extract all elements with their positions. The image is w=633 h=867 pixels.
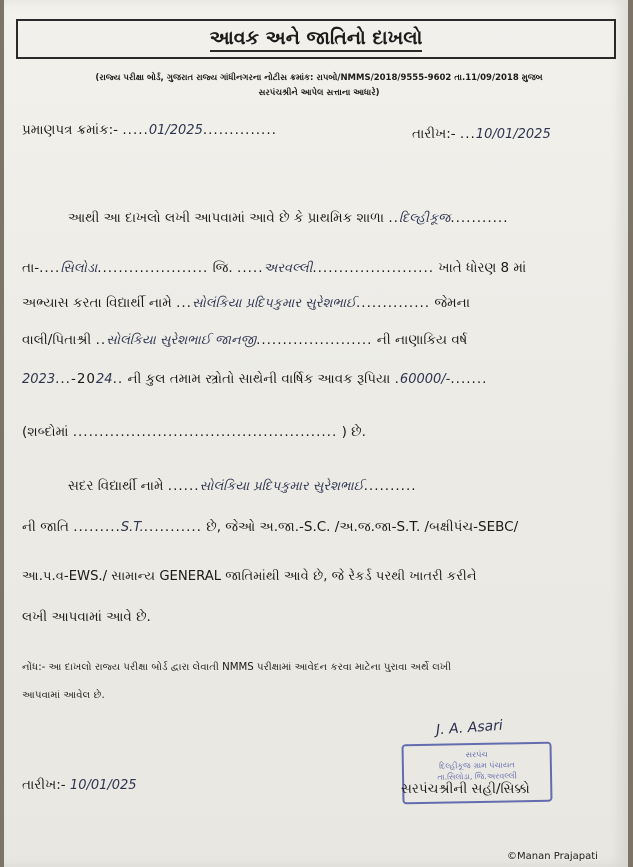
title-box: [16, 19, 616, 59]
income-text: ની કુલ તમામ સ્ત્રોતો સાથેની વાર્ષિક આવક રૂપિયા: [127, 371, 391, 387]
reference-line-2: સરપંચશ્રીને આપેલ સત્તાના આધારે): [258, 88, 380, 98]
caste-label: ની જાતિ: [22, 519, 69, 535]
date-top-value: 10/01/2025: [475, 127, 551, 142]
caste-row: ની જાતિ .........S.T............ છે, જેઓ અ.જા.-S.C. /અ.જ.જા-S.T. /બક્ષીપંચ-SEBC/: [22, 519, 519, 535]
signature: J. A. Asari: [435, 717, 504, 739]
year-from: 2023: [22, 372, 56, 387]
reference-line-1: (રાજ્ય પરીક્ષા બોર્ડ, ગુજરાત રાજ્ય ગાંધીનગરના નોટીસ ક્રમાંક: રાપબો/NMMS/2018/9555-9602 તા.11/09/2018 મુજબ: [95, 73, 543, 83]
guardian-row: વાલી/પિતાશ્રી ..સોલંકિયા સુરેશભાઈ જાનજી...................... ની નાણાકિય વર્ષ: [22, 332, 468, 348]
taluka-value: સિલોડા: [60, 261, 98, 276]
student-name: સોલંકિયા પ્રદિપકુમાર સુરેશભાઈ: [191, 296, 356, 311]
cert-number-label: પ્રમાણપત્ર ક્રમાંક:-: [22, 122, 119, 138]
closing-text: લખી આપવામાં આવે છે.: [22, 609, 151, 625]
words-row: (શબ્દોમાં .................................................. ) છે.: [22, 424, 366, 440]
caste-value: S.T.: [120, 520, 144, 535]
guardian-name: સોલંકિયા સુરેશભાઈ જાનજી: [106, 333, 257, 348]
intro-text: આથી આ દાખલો લખી આપવામાં આવે છે કે પ્રાથમિક શાળા: [68, 210, 385, 226]
reference-note: [24, 71, 614, 101]
document-title: આવક અને જાતિનો દાખલો: [210, 27, 423, 52]
taluka-row: તા-....સિલોડા..................... જિ. .....અરવલ્લી....................... ખાતે ધોરણ 8 માં: [22, 260, 527, 276]
stamp-line-2: દિલ્હીકૂજ ગ્રામ પંચાયત: [438, 760, 515, 771]
date-bottom-row: [22, 777, 137, 793]
taluka-label: તા-: [22, 260, 40, 276]
income-row: 2023...-2024.. ની કુલ તમામ સ્ત્રોતો સાથેની વાર્ષિક આવક રૂપિયા .60000/-.......: [22, 371, 488, 387]
caste-options: છે, જેઓ અ.જા.-S.C. /અ.જ.જા-S.T. /બક્ષીપંચ-SEBC/: [206, 519, 519, 535]
district-label: જિ.: [212, 260, 233, 276]
date-top-label: તારીખ:-: [412, 126, 456, 142]
student-row-2: સદર વિદ્યાર્થી નામે ......સોલંકિયા પ્રદિપકુમાર સુરેશભાઈ..........: [68, 478, 417, 494]
note-line-2: આપવામાં આવેલ છે.: [22, 690, 105, 701]
student-row: અભ્યાસ કરતા વિદ્યાર્થી નામે ...સોલંકિયા પ્રદિપકુમાર સુરેશભાઈ.............. જેમના: [22, 295, 471, 311]
district-value: અરવલ્લી: [263, 261, 313, 276]
certificate-paper: [4, 0, 628, 867]
date-bottom-value: 10/01/025: [69, 778, 137, 793]
date-bottom-label: તારીખ:-: [22, 777, 66, 793]
photo-credit: ©Manan Prajapati: [507, 851, 598, 862]
cert-number-row: પ્રમાણપત્ર ક્રમાંક:- .....01/2025..............: [22, 122, 277, 138]
intro-row: આથી આ દાખલો લખી આપવામાં આવે છે કે પ્રાથમિક શાળા ..દિલ્હીકૂજ...........: [68, 210, 509, 226]
studying-label: અભ્યાસ કરતા વિદ્યાર્થી નામે: [22, 295, 172, 311]
note-line-1: નોંધ:- આ દાખલો રાજ્ય પરીક્ષા બોર્ડ દ્વારા લેવાતી NMMS પરીક્ષામાં આવેદન કરવા માટેના પુરાવા અર્થે લખી: [22, 662, 452, 673]
income-value: 60000/-: [399, 372, 451, 387]
stamp-line-1: સરપંચ: [465, 749, 488, 760]
caste-row-2: આ.પ.વ-EWS./ સામાન્ય GENERAL જાતિમાંથી આવે છે, જે રેકર્ડ પરથી ખાતરી કરીને: [22, 569, 477, 584]
student-name-2: સોલંકિયા પ્રદિપકુમાર સુરેશભાઈ: [199, 479, 364, 494]
cert-number-value: 01/2025: [148, 123, 203, 138]
words-close: ) છે.: [341, 424, 366, 440]
jemna-text: જેમના: [434, 295, 471, 311]
school-name: દિલ્હીકૂજ: [398, 211, 451, 226]
date-top-row: તારીખ:- ...10/01/2025: [412, 126, 551, 142]
student-label-2: સદર વિદ્યાર્થી નામે: [68, 478, 164, 494]
guardian-label: વાલી/પિતાશ્રી: [22, 332, 92, 348]
words-label: (શબ્દોમાં: [22, 424, 69, 440]
class-text: ખાતે ધોરણ 8 માં: [438, 260, 527, 276]
year-to: 24: [96, 372, 113, 387]
stamp-line-3: તા.સિલોડા, જિ.અરવલ્લી: [437, 771, 517, 782]
signer-label: સરપંચશ્રીની સહી/સિક્કો: [401, 781, 530, 797]
fin-year-label: ની નાણાકિય વર્ષ: [376, 332, 468, 348]
